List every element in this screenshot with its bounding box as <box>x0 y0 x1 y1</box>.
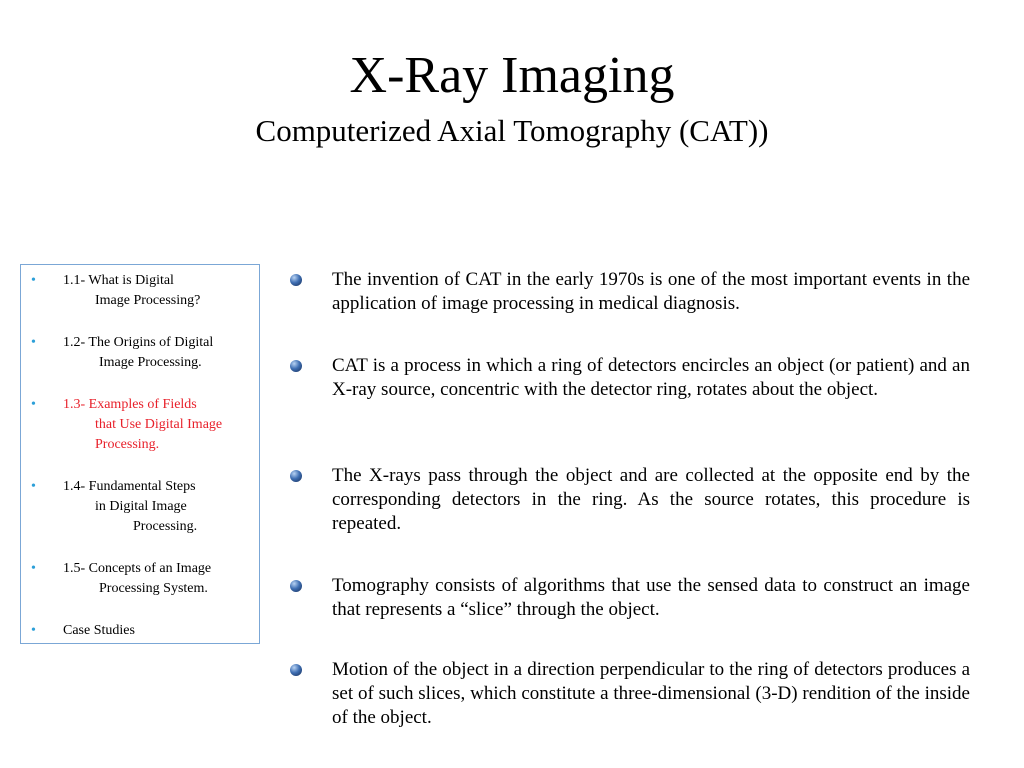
nav-bullet: • <box>31 273 36 288</box>
bullet-text: CAT is a process in which a ring of detectors encircles an object (or patient) and an X-ray source, concentric with the detector ring, rotates about the object. <box>332 355 970 400</box>
nav-item-line: 1.1- What is Digital <box>63 273 174 288</box>
nav-item-line: 1.5- Concepts of an Image <box>63 561 212 576</box>
blue-orb-bullet-icon <box>290 664 302 676</box>
bullet-text: Tomography consists of algorithms that use the sensed data to construct an image that represents a “slice” through the object. <box>332 575 970 620</box>
nav-item-line: Processing System. <box>99 581 208 596</box>
nav-item-line: Processing. <box>133 519 198 534</box>
bullet-text: Motion of the object in a direction perpendicular to the ring of detectors produces a set of such slices, which constitute a three-dimensional (3-D) rendition of the inside of the object. <box>332 659 970 728</box>
nav-item-line: 1.2- The Origins of Digital <box>63 335 214 350</box>
nav-bullet: • <box>31 623 36 638</box>
slide-subtitle: Computerized Axial Tomography (CAT)) <box>255 113 769 148</box>
nav-item-line: Image Processing. <box>99 355 202 370</box>
nav-bullet: • <box>31 561 36 576</box>
nav-item-line: Processing. <box>95 437 160 452</box>
nav-bullet: • <box>31 335 36 350</box>
blue-orb-bullet-icon <box>290 274 302 286</box>
slide-title: X-Ray Imaging <box>349 47 675 104</box>
nav-item-line: Case Studies <box>63 623 135 638</box>
nav-bullet: • <box>31 479 36 494</box>
blue-orb-bullet-icon <box>290 360 302 372</box>
section-nav-box <box>20 264 260 644</box>
nav-item-line: in Digital Image <box>95 499 187 514</box>
nav-item-line: that Use Digital Image <box>95 417 223 432</box>
nav-item-line: Image Processing? <box>95 293 201 308</box>
nav-bullet: • <box>31 397 36 412</box>
nav-item-line: 1.4- Fundamental Steps <box>63 479 196 494</box>
nav-item-line: 1.3- Examples of Fields <box>63 397 197 412</box>
blue-orb-bullet-icon <box>290 580 302 592</box>
bullet-text: The X-rays pass through the object and are collected at the opposite end by the corresponding detectors in the ring. As the source rotates, this procedure is repeated. <box>332 465 970 534</box>
bullet-text: The invention of CAT in the early 1970s is one of the most important events in the application of image processing in medical diagnosis. <box>332 269 970 314</box>
blue-orb-bullet-icon <box>290 470 302 482</box>
